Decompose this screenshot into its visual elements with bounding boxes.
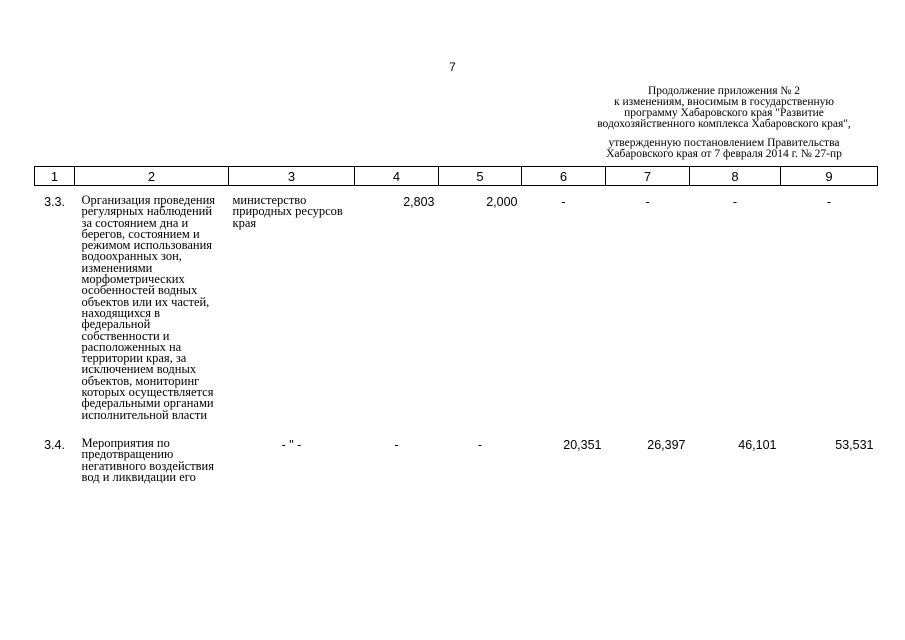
value-col-8: -: [732, 195, 738, 209]
appendix-header: [579, 86, 869, 160]
value-col-9: -: [826, 195, 832, 209]
column-header-row: [35, 167, 878, 186]
value-col-4: -: [394, 437, 399, 452]
approval-line: утвержденную постановлением Правительства: [608, 137, 840, 149]
column-header: 9: [781, 167, 878, 186]
value-col-6: 20,351: [563, 437, 602, 452]
executor: - " -: [281, 437, 302, 452]
value-col-6: -: [561, 195, 566, 209]
appendix-line: программу Хабаровского края "Развитие: [624, 107, 824, 119]
appendix-line: водохозяйственного комплекса Хабаровского края",: [597, 118, 851, 130]
column-header: 4: [355, 167, 439, 186]
value-col-9: 53,531: [835, 437, 874, 452]
activity-name: Организация проведения регулярных наблюдений за состоянием дна и берегов, состоянием и режимом использования водоохранных зон, изменениями морфометрических особенностей водных объектов или их частей, находящихся в федеральной собственности и расположенных на территории края, за исключением водных объектов, мониторинг которых осуществляется федеральными органами исполнительной власти: [81, 193, 216, 422]
column-header: 5: [439, 167, 522, 186]
activity-name: Мероприятия по предотвращению негативного воздействия вод и ликвидации его: [81, 435, 215, 484]
appendix-line: к изменениям, вносимым в государственную: [614, 96, 834, 108]
value-col-4: 2,803: [403, 195, 435, 209]
table-row: [35, 186, 878, 429]
column-header: 1: [35, 167, 75, 186]
column-header: 2: [75, 167, 229, 186]
row-number: 3.3.: [44, 195, 65, 209]
value-col-7: 26,397: [647, 437, 686, 452]
program-table: [34, 166, 878, 491]
executor: министерство природных ресурсов края: [232, 193, 343, 230]
column-header: 6: [522, 167, 606, 186]
appendix-line: Продолжение приложения № 2: [647, 85, 801, 97]
approval-line: Хабаровского края от 7 февраля 2014 г. № 27-пр: [606, 148, 842, 160]
value-col-5: -: [477, 437, 483, 452]
column-header: 3: [229, 167, 355, 186]
column-header: 8: [690, 167, 781, 186]
table-row: [35, 429, 878, 491]
page-number: 7: [449, 60, 456, 74]
value-col-8: 46,101: [738, 437, 777, 452]
value-col-7: -: [645, 195, 650, 209]
value-col-5: 2,000: [486, 195, 518, 209]
column-header: 7: [606, 167, 690, 186]
row-number: 3.4.: [44, 437, 65, 452]
